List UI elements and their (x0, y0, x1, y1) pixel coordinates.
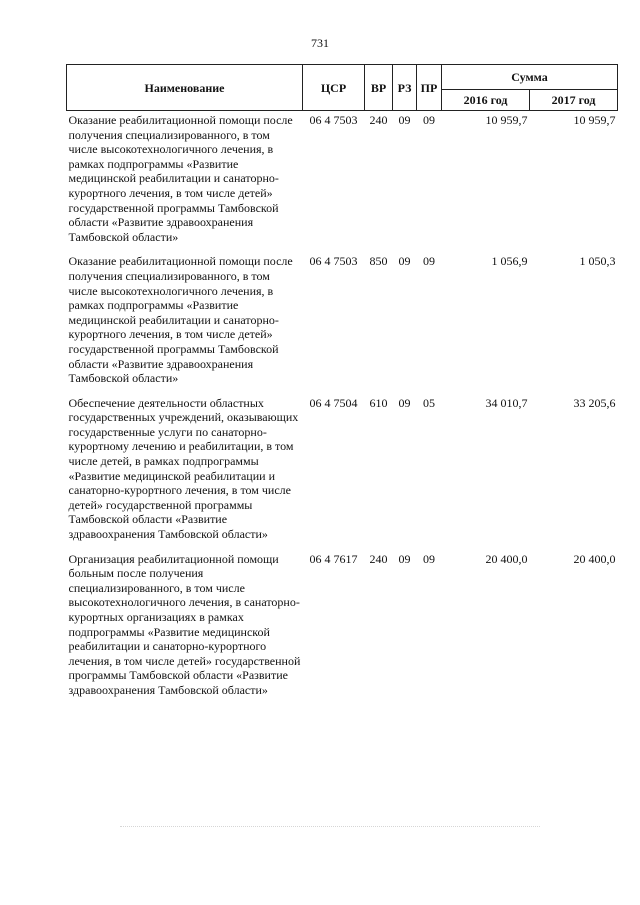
header-vr: ВР (365, 65, 393, 111)
scan-noise-divider (120, 826, 540, 828)
row-vr: 240 (369, 551, 388, 566)
row-name: Оказание реабилитационной помощи после получения специализированного, в том числе высокотехнологичного лечения, в рамках подпрограммы «Развитие медицинской реабилитации и санаторно-курортного лечения, в том числе детей» государственной программы Тамбовской области «Развитие здравоохранения Тамбовской области» (68, 254, 293, 386)
header-csr: ЦСР (303, 65, 365, 111)
row-pr: 09 (423, 551, 435, 566)
table-row (67, 252, 618, 393)
row-vr: 610 (369, 395, 388, 410)
header-name: Наименование (67, 65, 303, 111)
row-sum-2017: 10 959,7 (573, 113, 616, 127)
row-sum-2016: 1 056,9 (491, 254, 528, 269)
row-name: Организация реабилитационной помощи больным после получения специализированного, в том числе высокотехнологичного лечения, в санаторно-курортных организациях в рамках подпрограммы «Развитие медицинской реабилитации и санаторно-курортного лечения, в том числе детей» государственной программы Тамбовской области «Развитие здравоохранения Тамбовской области» (68, 551, 301, 697)
row-vr: 850 (369, 254, 388, 269)
row-sum-2017: 1 050,3 (579, 254, 616, 269)
row-csr: 06 4 7503 (309, 254, 358, 269)
table-row (67, 111, 618, 253)
row-rz: 09 (398, 551, 411, 566)
row-name: Обеспечение деятельности областных государственных учреждений, оказывающих государственные услуги по санаторно-курортному лечению и реабилитации, в том числе детей, в рамках подпрограммы «Развитие медицинской реабилитации и санаторно-курортного лечения, в том числе детей» государственной программы Тамбовской области «Развитие здравоохранения Тамбовской области» (68, 395, 299, 542)
header-pr: ПР (417, 65, 442, 111)
page-number: 731 (311, 36, 329, 50)
row-pr: 09 (423, 254, 435, 269)
header-rz: РЗ (393, 65, 417, 111)
row-rz: 09 (398, 395, 411, 410)
row-name: Оказание реабилитационной помощи после получения специализированного, в том числе высокотехнологичного лечения, в рамках подпрограммы «Развитие медицинской реабилитации и санаторно-курортного лечения, в том числе детей» государственной программы Тамбовской области «Развитие здравоохранения Тамбовской области» (68, 113, 293, 244)
row-vr: 240 (369, 113, 388, 127)
row-csr: 06 4 7504 (309, 395, 358, 410)
row-sum-2017: 33 205,6 (573, 395, 616, 410)
row-csr: 06 4 7503 (309, 113, 358, 127)
row-pr: 05 (423, 395, 435, 410)
row-sum-2017: 20 400,0 (573, 551, 616, 566)
row-sum-2016: 20 400,0 (485, 551, 528, 566)
table-row (67, 394, 618, 550)
table-header (67, 65, 618, 111)
table-row (67, 550, 618, 706)
row-rz: 09 (398, 113, 411, 127)
header-sum: Сумма (442, 65, 618, 90)
row-csr: 06 4 7617 (309, 551, 358, 566)
row-sum-2016: 10 959,7 (485, 113, 528, 127)
row-rz: 09 (398, 254, 411, 269)
budget-table (66, 64, 618, 706)
header-year-2017: 2017 год (530, 90, 618, 111)
header-year-2016: 2016 год (442, 90, 530, 111)
row-sum-2016: 34 010,7 (485, 395, 528, 410)
row-pr: 09 (423, 113, 435, 127)
